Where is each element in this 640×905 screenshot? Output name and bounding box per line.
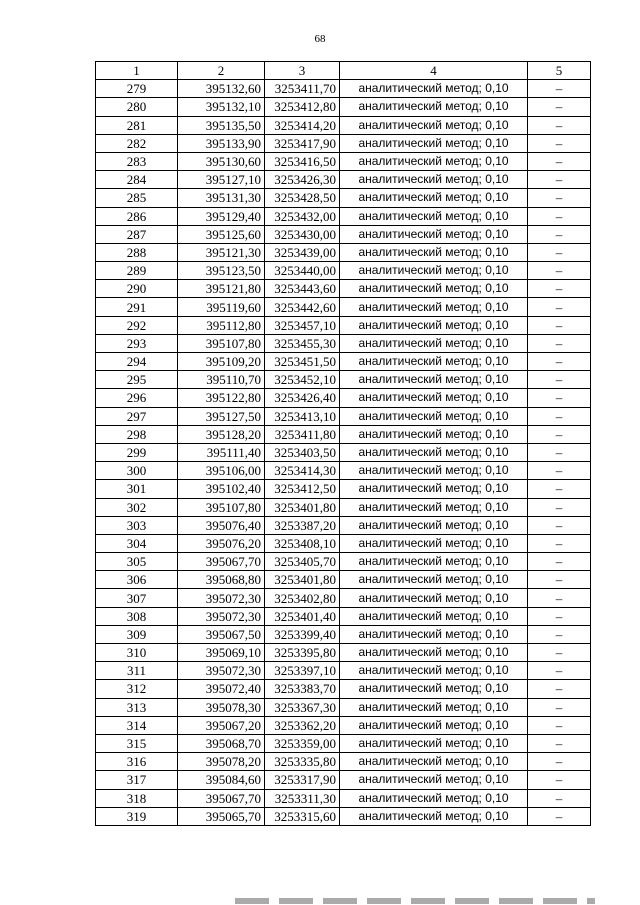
point-number-cell: 299 bbox=[96, 443, 178, 461]
method-accuracy-cell: аналитический метод; 0,10 bbox=[340, 152, 528, 170]
method-accuracy-cell: аналитический метод; 0,10 bbox=[340, 644, 528, 662]
method-accuracy-cell: аналитический метод; 0,10 bbox=[340, 171, 528, 189]
description-cell: – bbox=[528, 443, 591, 461]
point-number-cell: 315 bbox=[96, 734, 178, 752]
table-row bbox=[96, 789, 591, 807]
y-coordinate-cell: 3253401,40 bbox=[265, 607, 340, 625]
method-accuracy-cell: аналитический метод; 0,10 bbox=[340, 789, 528, 807]
table-row bbox=[96, 371, 591, 389]
y-coordinate-cell: 3253455,30 bbox=[265, 334, 340, 352]
point-number-cell: 311 bbox=[96, 662, 178, 680]
point-number-cell: 304 bbox=[96, 534, 178, 552]
method-accuracy-cell: аналитический метод; 0,10 bbox=[340, 425, 528, 443]
y-coordinate-cell: 3253443,60 bbox=[265, 280, 340, 298]
point-number-cell: 313 bbox=[96, 698, 178, 716]
description-cell: – bbox=[528, 134, 591, 152]
point-number-cell: 296 bbox=[96, 389, 178, 407]
column-header-1: 1 bbox=[96, 62, 178, 80]
table-row bbox=[96, 407, 591, 425]
method-accuracy-cell: аналитический метод; 0,10 bbox=[340, 716, 528, 734]
description-cell: – bbox=[528, 480, 591, 498]
description-cell: – bbox=[528, 807, 591, 825]
point-number-cell: 308 bbox=[96, 607, 178, 625]
x-coordinate-cell: 395065,70 bbox=[178, 807, 265, 825]
table-row bbox=[96, 334, 591, 352]
method-accuracy-cell: аналитический метод; 0,10 bbox=[340, 680, 528, 698]
x-coordinate-cell: 395068,80 bbox=[178, 571, 265, 589]
point-number-cell: 306 bbox=[96, 571, 178, 589]
description-cell: – bbox=[528, 771, 591, 789]
description-cell: – bbox=[528, 607, 591, 625]
x-coordinate-cell: 395127,50 bbox=[178, 407, 265, 425]
point-number-cell: 297 bbox=[96, 407, 178, 425]
table-row bbox=[96, 171, 591, 189]
description-cell: – bbox=[528, 262, 591, 280]
table-row bbox=[96, 680, 591, 698]
description-cell: – bbox=[528, 680, 591, 698]
y-coordinate-cell: 3253367,30 bbox=[265, 698, 340, 716]
x-coordinate-cell: 395107,80 bbox=[178, 334, 265, 352]
table-row bbox=[96, 571, 591, 589]
x-coordinate-cell: 395133,90 bbox=[178, 134, 265, 152]
x-coordinate-cell: 395107,80 bbox=[178, 498, 265, 516]
table-row bbox=[96, 98, 591, 116]
table-row bbox=[96, 607, 591, 625]
point-number-cell: 307 bbox=[96, 589, 178, 607]
method-accuracy-cell: аналитический метод; 0,10 bbox=[340, 334, 528, 352]
point-number-cell: 286 bbox=[96, 207, 178, 225]
y-coordinate-cell: 3253411,70 bbox=[265, 80, 340, 98]
y-coordinate-cell: 3253401,80 bbox=[265, 498, 340, 516]
point-number-cell: 314 bbox=[96, 716, 178, 734]
point-number-cell: 279 bbox=[96, 80, 178, 98]
x-coordinate-cell: 395067,70 bbox=[178, 553, 265, 571]
x-coordinate-cell: 395078,30 bbox=[178, 698, 265, 716]
x-coordinate-cell: 395084,60 bbox=[178, 771, 265, 789]
method-accuracy-cell: аналитический метод; 0,10 bbox=[340, 625, 528, 643]
x-coordinate-cell: 395132,60 bbox=[178, 80, 265, 98]
x-coordinate-cell: 395072,40 bbox=[178, 680, 265, 698]
method-accuracy-cell: аналитический метод; 0,10 bbox=[340, 134, 528, 152]
y-coordinate-cell: 3253405,70 bbox=[265, 553, 340, 571]
description-cell: – bbox=[528, 662, 591, 680]
point-number-cell: 287 bbox=[96, 225, 178, 243]
table-row bbox=[96, 771, 591, 789]
description-cell: – bbox=[528, 98, 591, 116]
table-row bbox=[96, 243, 591, 261]
y-coordinate-cell: 3253402,80 bbox=[265, 589, 340, 607]
point-number-cell: 295 bbox=[96, 371, 178, 389]
description-cell: – bbox=[528, 553, 591, 571]
column-header-4: 4 bbox=[340, 62, 528, 80]
table-row bbox=[96, 80, 591, 98]
y-coordinate-cell: 3253315,60 bbox=[265, 807, 340, 825]
point-number-cell: 319 bbox=[96, 807, 178, 825]
table-body bbox=[96, 80, 591, 826]
description-cell: – bbox=[528, 80, 591, 98]
x-coordinate-cell: 395122,80 bbox=[178, 389, 265, 407]
method-accuracy-cell: аналитический метод; 0,10 bbox=[340, 534, 528, 552]
method-accuracy-cell: аналитический метод; 0,10 bbox=[340, 225, 528, 243]
method-accuracy-cell: аналитический метод; 0,10 bbox=[340, 389, 528, 407]
column-header-2: 2 bbox=[178, 62, 265, 80]
y-coordinate-cell: 3253452,10 bbox=[265, 371, 340, 389]
point-number-cell: 292 bbox=[96, 316, 178, 334]
point-number-cell: 282 bbox=[96, 134, 178, 152]
y-coordinate-cell: 3253428,50 bbox=[265, 189, 340, 207]
x-coordinate-cell: 395121,30 bbox=[178, 243, 265, 261]
y-coordinate-cell: 3253335,80 bbox=[265, 753, 340, 771]
table-row bbox=[96, 698, 591, 716]
method-accuracy-cell: аналитический метод; 0,10 bbox=[340, 243, 528, 261]
description-cell: – bbox=[528, 371, 591, 389]
column-header-5: 5 bbox=[528, 62, 591, 80]
description-cell: – bbox=[528, 407, 591, 425]
point-number-cell: 283 bbox=[96, 152, 178, 170]
x-coordinate-cell: 395128,20 bbox=[178, 425, 265, 443]
table-row bbox=[96, 116, 591, 134]
table-row bbox=[96, 516, 591, 534]
method-accuracy-cell: аналитический метод; 0,10 bbox=[340, 98, 528, 116]
description-cell: – bbox=[528, 425, 591, 443]
description-cell: – bbox=[528, 116, 591, 134]
point-number-cell: 309 bbox=[96, 625, 178, 643]
x-coordinate-cell: 395131,30 bbox=[178, 189, 265, 207]
description-cell: – bbox=[528, 716, 591, 734]
x-coordinate-cell: 395076,40 bbox=[178, 516, 265, 534]
table-row bbox=[96, 425, 591, 443]
description-cell: – bbox=[528, 516, 591, 534]
table-row bbox=[96, 262, 591, 280]
x-coordinate-cell: 395067,50 bbox=[178, 625, 265, 643]
table-row bbox=[96, 498, 591, 516]
x-coordinate-cell: 395132,10 bbox=[178, 98, 265, 116]
method-accuracy-cell: аналитический метод; 0,10 bbox=[340, 262, 528, 280]
table-row bbox=[96, 534, 591, 552]
table-row bbox=[96, 480, 591, 498]
point-number-cell: 300 bbox=[96, 462, 178, 480]
y-coordinate-cell: 3253403,50 bbox=[265, 443, 340, 461]
point-number-cell: 302 bbox=[96, 498, 178, 516]
x-coordinate-cell: 395125,60 bbox=[178, 225, 265, 243]
point-number-cell: 318 bbox=[96, 789, 178, 807]
y-coordinate-cell: 3253413,10 bbox=[265, 407, 340, 425]
x-coordinate-cell: 395067,20 bbox=[178, 716, 265, 734]
method-accuracy-cell: аналитический метод; 0,10 bbox=[340, 771, 528, 789]
description-cell: – bbox=[528, 789, 591, 807]
y-coordinate-cell: 3253411,80 bbox=[265, 425, 340, 443]
y-coordinate-cell: 3253383,70 bbox=[265, 680, 340, 698]
x-coordinate-cell: 395127,10 bbox=[178, 171, 265, 189]
description-cell: – bbox=[528, 534, 591, 552]
y-coordinate-cell: 3253359,00 bbox=[265, 734, 340, 752]
table-row bbox=[96, 353, 591, 371]
table-header-row bbox=[96, 62, 591, 80]
description-cell: – bbox=[528, 698, 591, 716]
point-number-cell: 288 bbox=[96, 243, 178, 261]
table-row bbox=[96, 734, 591, 752]
x-coordinate-cell: 395121,80 bbox=[178, 280, 265, 298]
point-number-cell: 281 bbox=[96, 116, 178, 134]
method-accuracy-cell: аналитический метод; 0,10 bbox=[340, 553, 528, 571]
method-accuracy-cell: аналитический метод; 0,10 bbox=[340, 298, 528, 316]
description-cell: – bbox=[528, 389, 591, 407]
cut-off-footer-text bbox=[235, 898, 595, 904]
table-row bbox=[96, 644, 591, 662]
y-coordinate-cell: 3253432,00 bbox=[265, 207, 340, 225]
method-accuracy-cell: аналитический метод; 0,10 bbox=[340, 80, 528, 98]
table-row bbox=[96, 716, 591, 734]
y-coordinate-cell: 3253412,50 bbox=[265, 480, 340, 498]
x-coordinate-cell: 395130,60 bbox=[178, 152, 265, 170]
method-accuracy-cell: аналитический метод; 0,10 bbox=[340, 462, 528, 480]
description-cell: – bbox=[528, 225, 591, 243]
y-coordinate-cell: 3253395,80 bbox=[265, 644, 340, 662]
point-number-cell: 305 bbox=[96, 553, 178, 571]
table-row bbox=[96, 152, 591, 170]
y-coordinate-cell: 3253426,30 bbox=[265, 171, 340, 189]
point-number-cell: 293 bbox=[96, 334, 178, 352]
table-row bbox=[96, 662, 591, 680]
method-accuracy-cell: аналитический метод; 0,10 bbox=[340, 480, 528, 498]
description-cell: – bbox=[528, 280, 591, 298]
point-number-cell: 317 bbox=[96, 771, 178, 789]
x-coordinate-cell: 395072,30 bbox=[178, 607, 265, 625]
x-coordinate-cell: 395119,60 bbox=[178, 298, 265, 316]
y-coordinate-cell: 3253416,50 bbox=[265, 152, 340, 170]
y-coordinate-cell: 3253451,50 bbox=[265, 353, 340, 371]
table-row bbox=[96, 189, 591, 207]
method-accuracy-cell: аналитический метод; 0,10 bbox=[340, 280, 528, 298]
method-accuracy-cell: аналитический метод; 0,10 bbox=[340, 189, 528, 207]
page-number: 68 bbox=[314, 33, 326, 45]
method-accuracy-cell: аналитический метод; 0,10 bbox=[340, 371, 528, 389]
description-cell: – bbox=[528, 207, 591, 225]
point-number-cell: 303 bbox=[96, 516, 178, 534]
y-coordinate-cell: 3253457,10 bbox=[265, 316, 340, 334]
method-accuracy-cell: аналитический метод; 0,10 bbox=[340, 443, 528, 461]
point-number-cell: 310 bbox=[96, 644, 178, 662]
point-number-cell: 316 bbox=[96, 753, 178, 771]
description-cell: – bbox=[528, 316, 591, 334]
method-accuracy-cell: аналитический метод; 0,10 bbox=[340, 662, 528, 680]
description-cell: – bbox=[528, 353, 591, 371]
table-row bbox=[96, 589, 591, 607]
x-coordinate-cell: 395102,40 bbox=[178, 480, 265, 498]
x-coordinate-cell: 395067,70 bbox=[178, 789, 265, 807]
description-cell: – bbox=[528, 152, 591, 170]
y-coordinate-cell: 3253387,20 bbox=[265, 516, 340, 534]
method-accuracy-cell: аналитический метод; 0,10 bbox=[340, 498, 528, 516]
column-header-3: 3 bbox=[265, 62, 340, 80]
coordinates-table bbox=[95, 61, 591, 826]
y-coordinate-cell: 3253311,30 bbox=[265, 789, 340, 807]
y-coordinate-cell: 3253414,30 bbox=[265, 462, 340, 480]
table-row bbox=[96, 298, 591, 316]
point-number-cell: 298 bbox=[96, 425, 178, 443]
y-coordinate-cell: 3253397,10 bbox=[265, 662, 340, 680]
y-coordinate-cell: 3253439,00 bbox=[265, 243, 340, 261]
method-accuracy-cell: аналитический метод; 0,10 bbox=[340, 316, 528, 334]
x-coordinate-cell: 395135,50 bbox=[178, 116, 265, 134]
description-cell: – bbox=[528, 589, 591, 607]
table-row bbox=[96, 207, 591, 225]
x-coordinate-cell: 395068,70 bbox=[178, 734, 265, 752]
y-coordinate-cell: 3253440,00 bbox=[265, 262, 340, 280]
table-row bbox=[96, 462, 591, 480]
y-coordinate-cell: 3253417,90 bbox=[265, 134, 340, 152]
method-accuracy-cell: аналитический метод; 0,10 bbox=[340, 571, 528, 589]
table-row bbox=[96, 625, 591, 643]
method-accuracy-cell: аналитический метод; 0,10 bbox=[340, 407, 528, 425]
method-accuracy-cell: аналитический метод; 0,10 bbox=[340, 607, 528, 625]
description-cell: – bbox=[528, 625, 591, 643]
description-cell: – bbox=[528, 298, 591, 316]
y-coordinate-cell: 3253401,80 bbox=[265, 571, 340, 589]
table-row bbox=[96, 389, 591, 407]
x-coordinate-cell: 395069,10 bbox=[178, 644, 265, 662]
y-coordinate-cell: 3253442,60 bbox=[265, 298, 340, 316]
x-coordinate-cell: 395129,40 bbox=[178, 207, 265, 225]
y-coordinate-cell: 3253414,20 bbox=[265, 116, 340, 134]
description-cell: – bbox=[528, 462, 591, 480]
method-accuracy-cell: аналитический метод; 0,10 bbox=[340, 353, 528, 371]
description-cell: – bbox=[528, 334, 591, 352]
point-number-cell: 289 bbox=[96, 262, 178, 280]
point-number-cell: 285 bbox=[96, 189, 178, 207]
y-coordinate-cell: 3253317,90 bbox=[265, 771, 340, 789]
x-coordinate-cell: 395109,20 bbox=[178, 353, 265, 371]
x-coordinate-cell: 395072,30 bbox=[178, 589, 265, 607]
point-number-cell: 301 bbox=[96, 480, 178, 498]
method-accuracy-cell: аналитический метод; 0,10 bbox=[340, 516, 528, 534]
description-cell: – bbox=[528, 498, 591, 516]
method-accuracy-cell: аналитический метод; 0,10 bbox=[340, 734, 528, 752]
description-cell: – bbox=[528, 734, 591, 752]
method-accuracy-cell: аналитический метод; 0,10 bbox=[340, 589, 528, 607]
point-number-cell: 294 bbox=[96, 353, 178, 371]
table-row bbox=[96, 225, 591, 243]
y-coordinate-cell: 3253412,80 bbox=[265, 98, 340, 116]
description-cell: – bbox=[528, 644, 591, 662]
point-number-cell: 280 bbox=[96, 98, 178, 116]
x-coordinate-cell: 395111,40 bbox=[178, 443, 265, 461]
table-row bbox=[96, 807, 591, 825]
x-coordinate-cell: 395078,20 bbox=[178, 753, 265, 771]
y-coordinate-cell: 3253408,10 bbox=[265, 534, 340, 552]
table-row bbox=[96, 553, 591, 571]
x-coordinate-cell: 395112,80 bbox=[178, 316, 265, 334]
description-cell: – bbox=[528, 753, 591, 771]
x-coordinate-cell: 395072,30 bbox=[178, 662, 265, 680]
table-row bbox=[96, 280, 591, 298]
description-cell: – bbox=[528, 243, 591, 261]
point-number-cell: 290 bbox=[96, 280, 178, 298]
x-coordinate-cell: 395110,70 bbox=[178, 371, 265, 389]
table-row bbox=[96, 753, 591, 771]
description-cell: – bbox=[528, 571, 591, 589]
method-accuracy-cell: аналитический метод; 0,10 bbox=[340, 698, 528, 716]
y-coordinate-cell: 3253362,20 bbox=[265, 716, 340, 734]
method-accuracy-cell: аналитический метод; 0,10 bbox=[340, 807, 528, 825]
x-coordinate-cell: 395106,00 bbox=[178, 462, 265, 480]
table-row bbox=[96, 443, 591, 461]
x-coordinate-cell: 395076,20 bbox=[178, 534, 265, 552]
y-coordinate-cell: 3253399,40 bbox=[265, 625, 340, 643]
point-number-cell: 312 bbox=[96, 680, 178, 698]
description-cell: – bbox=[528, 171, 591, 189]
point-number-cell: 291 bbox=[96, 298, 178, 316]
table-row bbox=[96, 134, 591, 152]
method-accuracy-cell: аналитический метод; 0,10 bbox=[340, 116, 528, 134]
method-accuracy-cell: аналитический метод; 0,10 bbox=[340, 207, 528, 225]
point-number-cell: 284 bbox=[96, 171, 178, 189]
y-coordinate-cell: 3253430,00 bbox=[265, 225, 340, 243]
y-coordinate-cell: 3253426,40 bbox=[265, 389, 340, 407]
description-cell: – bbox=[528, 189, 591, 207]
x-coordinate-cell: 395123,50 bbox=[178, 262, 265, 280]
method-accuracy-cell: аналитический метод; 0,10 bbox=[340, 753, 528, 771]
table-row bbox=[96, 316, 591, 334]
